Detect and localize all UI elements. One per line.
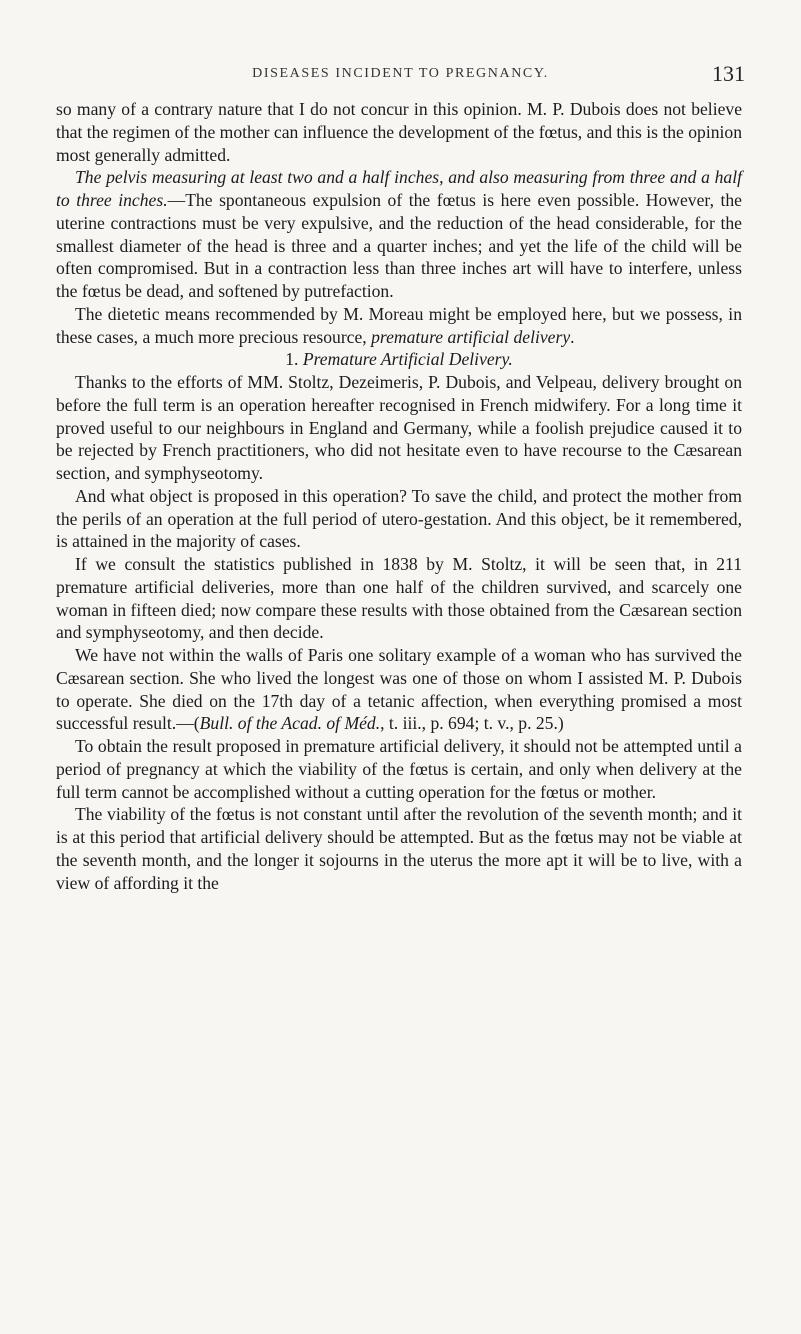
section-heading: [56, 348, 742, 371]
page-header: [56, 61, 745, 94]
paragraph-text: The dietetic means recommended by M. Moreau might be employed here, but we possess, in these cases, a much more precious resource,: [56, 303, 742, 347]
running-head: DISEASES INCIDENT TO PREGNANCY.: [252, 66, 549, 81]
paragraph: [56, 166, 742, 303]
paragraph: And what object is proposed in this operation? To save the child, and protect the mother from the perils of an operation at the full period of utero-gestation. And this object, be it remembered, is attained in the majority of cases.: [56, 485, 742, 552]
paragraph-text: —The spontaneous expulsion of the fœtus is here even possible. However, the uterine contractions must be very expulsive, and the reduction of the head considerable, for the smallest diameter of the head is three and a quarter inches; and yet the life of the child will be often compromised. But in a contraction less than three inches art will have to interfere, unless the fœtus be dead, and softened by putrefaction.: [56, 190, 742, 301]
paragraph: The viability of the fœtus is not constant until after the revolution of the seventh month; and it is at this period that artificial delivery should be attempted. But as the fœtus may not be viable at the seventh month, and the longer it sojourns in the uterus the more apt it will be to live, with a view of affording it the: [56, 804, 742, 893]
paragraph-text: We have not within the walls of Paris one solitary example of a woman who has survived the Cæsarean section. She who lived the longest was one of those on whom I assisted M. P. Dubois to operate. She died on the 17th day of a tetanic affection, when everything promised a most successful result.—(: [56, 645, 742, 734]
paragraph-end: , t. iii., p. 694; t. v., p. 25.): [380, 713, 564, 734]
emphasis: premature artificial delivery: [371, 326, 571, 347]
paragraph-end: .: [570, 326, 575, 347]
paragraph: To obtain the result proposed in premature artificial delivery, it should not be attempted until a period of pregnancy at which the viability of the fœtus is certain, and only when delivery at the full term cannot be accomplished without a cutting operation for the fœtus or mother.: [56, 736, 742, 802]
page-number: 131: [712, 61, 745, 86]
paragraph-lead: The pelvis measuring at least two and a half inches, and also measuring from three and a half to three inches.: [56, 167, 742, 210]
section-number: 1.: [285, 349, 299, 370]
paragraph: Thanks to the efforts of MM. Stoltz, Dezeimeris, P. Dubois, and Velpeau, delivery brought on before the full term is an operation hereafter recognised in French midwifery. For a long time it proved useful to our neighbours in England and Germany, while a foolish prejudice caused it to be rejected by French practitioners, who did not hesitate even to have recourse to the Cæsarean section, and symphyseotomy.: [56, 372, 742, 483]
paragraph: [56, 303, 742, 349]
paragraph: If we consult the statistics published in 1838 by M. Stoltz, it will be seen that, in 211 premature artificial deliveries, more than one half of the children survived, and scarcely one woman in fifteen died; now compare these results with those obtained from the Cæsarean section and symphyseotomy, and then decide.: [56, 554, 742, 643]
section-title: Premature Artificial Delivery.: [302, 349, 513, 370]
body-text: [56, 98, 742, 894]
paragraph: [56, 644, 742, 735]
paragraph: so many of a contrary nature that I do not concur in this opinion. M. P. Dubois does not believe that the regimen of the mother can influence the development of the fœtus, and this is the opinion most generally admitted.: [56, 99, 742, 165]
citation: Bull. of the Acad. of Méd.: [199, 713, 381, 734]
